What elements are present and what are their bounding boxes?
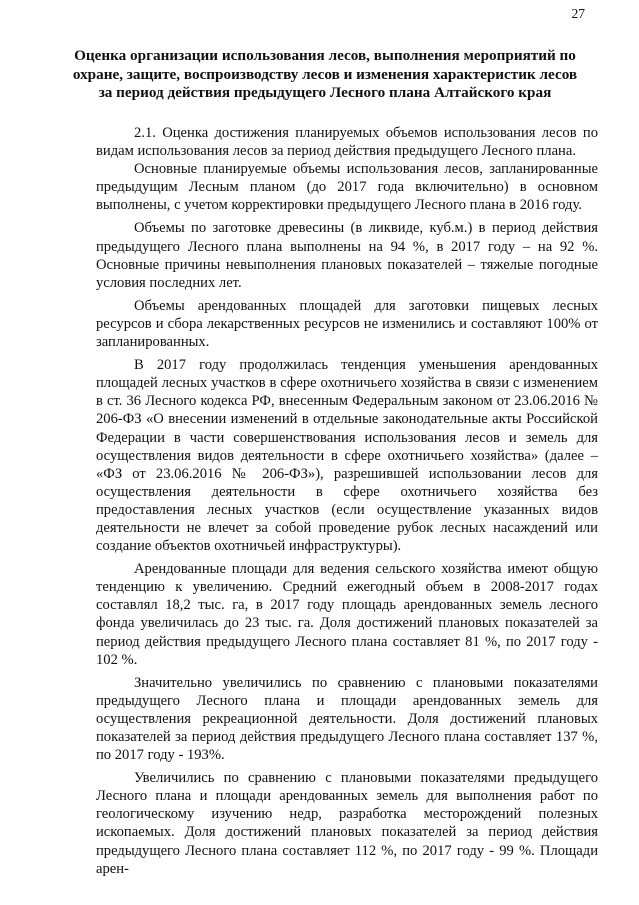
paragraph: Увеличились по сравнению с плановыми показателями предыдущего Лесного плана и площади арендованных земель для выполнения работ по геологическому изучению недр, разработка месторождений полезных ископаемых. Доля достижений плановых показателей за период действия предыдущего Лесного плана составляет 112 %, по 2017 году - 99 %. Площади арен- — [96, 770, 598, 877]
page-number: 27 — [571, 6, 585, 21]
paragraph: Основные планируемые объемы использования лесов, запланированные предыдущим Лесным планом (до 2017 года включительно) в основном выполнены, с учетом корректировки предыдущего Лесного плана в 2016 году. — [96, 161, 598, 214]
paragraph: В 2017 году продолжилась тенденция уменьшения арендованных площадей лесных участков в сфере охотничьего хозяйства в связи с изменением в ст. 36 Лесного кодекса РФ, внесенным Федеральным законом от 23.06.2016 № 206-ФЗ «О внесении изменений в отдельные законодательные акты Российской Федерации в части совершенствования использования лесов и земель для осуществления видов деятельности в сфере охотничьего хозяйства» (далее – «ФЗ от 23.06.2016 № 206-ФЗ»), разрешившей использовании лесов для осуществления деятельности в сфере охотничьего хозяйства без предоставления лесных участков (если осуществление указанных видов деятельности не влечет за собой проведение рубок лесных насаждений или создание объектов охотничьей инфраструктуры). — [96, 357, 598, 555]
paragraph: 2.1. Оценка достижения планируемых объемов использования лесов по видам использования лесов за период действия предыдущего Лесного плана. — [96, 125, 598, 160]
paragraph: Арендованные площади для ведения сельского хозяйства имеют общую тенденцию к увеличению. Средний ежегодный объем в 2008-2017 годах составлял 18,2 тыс. га, в 2017 году площадь арендованных земель лесного фонда увеличилась до 23 тыс. га. Доля достижений плановых показателей за период действия предыдущего Лесного плана составляет 81 %, по 2017 году - 102 %. — [96, 561, 598, 668]
body-text — [96, 124, 598, 878]
paragraph: Объемы арендованных площадей для заготовки пищевых лесных ресурсов и сбора лекарственных ресурсов не изменились и составляют 100% от запланированных. — [96, 297, 598, 351]
paragraph: Значительно увеличились по сравнению с плановыми показателями предыдущего Лесного плана и площади арендованных земель для осуществления рекреационной деятельности. Доля достижений плановых показателей за период действия предыдущего Лесного плана составляет 137 %, по 2017 году - 193%. — [96, 674, 598, 764]
paragraph: Объемы по заготовке древесины (в ликвиде, куб.м.) в период действия предыдущего Лесного плана выполнены на 94 %, в 2017 году – на 92 %. Основные причины невыполнения плановых показателей – тяжелые погодные условия последних лет. — [96, 220, 598, 291]
section-heading: Оценка организации использования лесов, выполнения мероприятий по охране, защите, воспроизводству лесов и изменения характеристик лесов за период действия предыдущего Лесного плана Алтайского края — [72, 47, 578, 101]
